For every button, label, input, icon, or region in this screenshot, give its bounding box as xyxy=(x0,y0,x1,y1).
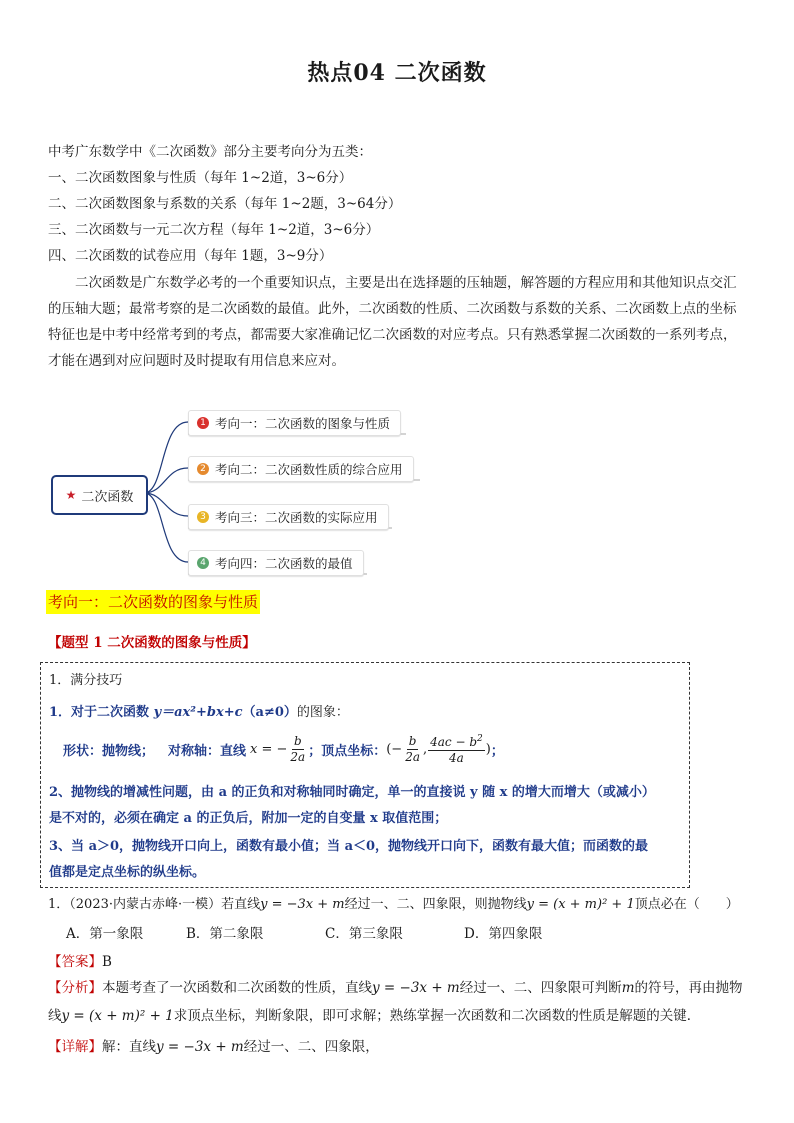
mindmap-root-label: 二次函数 xyxy=(81,489,134,505)
tips-line-3b: 值都是定点坐标的纵坐标。 xyxy=(49,865,206,880)
question-stem xyxy=(48,893,739,912)
intro-item: 二、二次函数图象与系数的关系（每年 1~2题，3~64分） xyxy=(48,196,402,212)
analysis-text: 的符号，再由抛物 xyxy=(634,980,743,996)
mindmap-node-label: 考向一：二次函数的图象与性质 xyxy=(215,416,391,431)
tips-line-2b: 是不对的，必须在确定 a 的正负后，附加一定的自变量 x 取值范围； xyxy=(49,811,448,826)
number-badge-icon: 2 xyxy=(197,463,209,475)
option-c: C．第三象限 xyxy=(325,926,403,942)
formula: y＝ax²+bx+c xyxy=(153,705,243,720)
tips-line-1 xyxy=(49,701,349,720)
question-text: 1．（2023·内蒙古赤峰·一模）若直线 xyxy=(48,897,261,912)
intro-item: 三、二次函数与一元二次方程（每年 1~2道，3~6分） xyxy=(48,222,380,238)
answer-value: B xyxy=(102,954,112,970)
answer-line xyxy=(48,950,112,970)
option-b: B．第二象限 xyxy=(186,926,264,942)
mindmap-node xyxy=(188,410,401,436)
tips-text: ；顶点坐标： xyxy=(308,743,387,759)
answer-label: 【答案】 xyxy=(48,954,102,970)
formula: y = (x + m)² + 1 xyxy=(526,897,635,912)
detail-text: 经过一、二、四象限， xyxy=(243,1039,379,1055)
analysis-line-2 xyxy=(48,1004,700,1024)
analysis-label: 【分析】 xyxy=(48,980,102,996)
question-text: 经过一、二、四象限，则抛物线 xyxy=(344,897,527,912)
page-title: 热点04 二次函数 xyxy=(307,60,487,86)
number-badge-icon: 4 xyxy=(197,557,209,569)
formula: y = (x + m)² + 1 xyxy=(61,1008,174,1024)
mindmap-node xyxy=(188,504,389,530)
tips-text: 对称轴：直线 xyxy=(168,743,247,759)
star-icon: ★ xyxy=(65,488,77,502)
tips-text: 的图象： xyxy=(296,705,349,720)
formula: y = −3x + m xyxy=(260,897,345,912)
fraction: $\frac{4ac - b^2}{4a}$ xyxy=(430,734,483,765)
mindmap-node-label: 考向三：二次函数的实际应用 xyxy=(215,510,378,525)
tips-line-3: 3、当 a＞0，抛物线开口向上，函数有最小值；当 a＜0，抛物线开口向下，函数有最大值；而函数的最 xyxy=(49,839,649,854)
tips-line-shape: 形状：抛物线； 对称轴：直线 x = − $\frac{b}{2a}$ ；顶点坐标： (− $\frac{b}{2a}$ , $\frac{4ac - b^2}{4a}$ ) ； xyxy=(63,733,504,765)
formula: m xyxy=(621,980,635,996)
vertex-formula: (− xyxy=(386,741,403,757)
tips-text: 形状：抛物线； xyxy=(63,743,155,759)
mindmap-node-label: 考向二：二次函数性质的综合应用 xyxy=(215,462,403,477)
question-type-title: 【题型 1 二次函数的图象与性质】 xyxy=(48,635,256,651)
mindmap-node-label: 考向四：二次函数的最值 xyxy=(215,556,353,571)
fraction: $\frac{b}{2a}$ xyxy=(290,733,306,764)
mindmap-root xyxy=(51,475,148,515)
detail-text: 解：直线 xyxy=(102,1039,156,1055)
intro-item: 一、二次函数图象与性质（每年 1~2道，3~6分） xyxy=(48,170,353,186)
question-text: 顶点必在（ ） xyxy=(634,897,739,912)
tips-text: （a≠0） xyxy=(242,705,297,720)
intro-item: 四、二次函数的试卷应用（每年 1题，3~9分） xyxy=(48,248,333,264)
option-a: A．第一象限 xyxy=(66,926,144,942)
fraction: $\frac{b}{2a}$ xyxy=(405,733,420,764)
analysis-text: 经过一、二、四象限可判断 xyxy=(459,980,622,996)
detail-label: 【详解】 xyxy=(48,1039,102,1055)
analysis-text: 求顶点坐标，判断象限，即可求解；熟练掌握一次函数和二次函数的性质是解题的关键． xyxy=(173,1008,701,1024)
intro-paragraph: 二次函数是广东数学必考的一个重要知识点，主要是出在选择题的压轴题，解答题的方程应用和其他知识点交汇的压轴大题；最常考察的是二次函数的最值。此外，二次函数的性质、二次函数与系数的关系、二次函数上点的坐标特征也是中考中经常考到的考点，都需要大家准确记忆二次函数的对应考点。只有熟悉掌握二次函数的一系列考点，才能在遇到对应问题时及时提取有用信息来应对。 xyxy=(48,275,737,369)
analysis-line-1 xyxy=(48,976,743,996)
mindmap-node xyxy=(188,456,414,482)
tips-text: 1．对于二次函数 xyxy=(49,705,154,720)
intro-lead: 中考广东数学中《二次函数》部分主要考向分为五类： xyxy=(48,144,372,160)
formula: y = −3x + m xyxy=(156,1039,244,1055)
tips-heading: 1．满分技巧 xyxy=(49,673,123,688)
tips-line-2: 2、抛物线的增减性问题，由 a 的正负和对称轴同时确定，单一的直接说 y 随 x 的增大而增大（或减小） xyxy=(49,785,655,800)
analysis-text: 线 xyxy=(48,1008,62,1024)
tips-box xyxy=(40,662,690,888)
option-d: D．第四象限 xyxy=(464,926,543,942)
analysis-text: 本题考查了一次函数和二次函数的性质，直线 xyxy=(102,980,372,996)
axis-formula: x = − xyxy=(250,741,288,757)
number-badge-icon: 3 xyxy=(197,511,209,523)
section-heading: 考向一：二次函数的图象与性质 xyxy=(46,590,260,614)
mindmap-node xyxy=(188,550,364,576)
detail-line xyxy=(48,1035,379,1055)
formula: y = −3x + m xyxy=(372,980,460,996)
number-badge-icon: 1 xyxy=(197,417,209,429)
